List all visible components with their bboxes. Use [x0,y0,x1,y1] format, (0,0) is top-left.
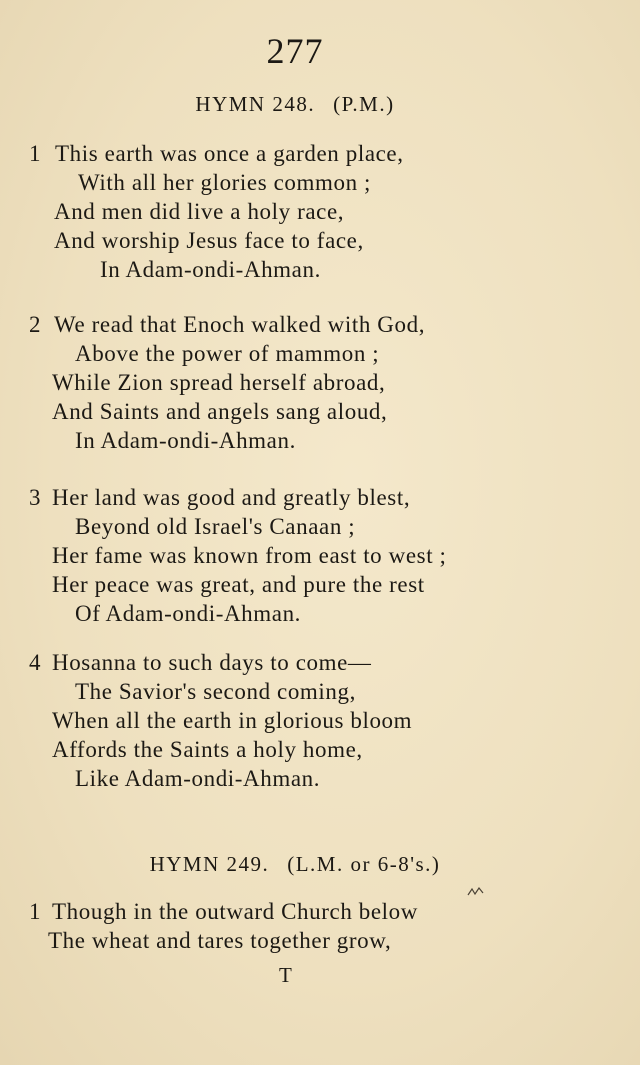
verse-line: Like Adam-ondi-Ahman. [75,766,321,791]
verse-line: While Zion spread herself abroad, [52,370,386,395]
verse-number: 2 [29,312,41,337]
verse-line: Affords the Saints a holy home, [52,737,363,762]
hymn-248-heading [0,92,590,117]
signature-mark: T [279,963,292,987]
page-number: 277 [266,31,324,71]
hymn-248-meter: (P.M.) [333,92,395,116]
ink-mark [466,885,486,902]
verse-line: In Adam-ondi-Ahman. [75,428,296,453]
hymn-249-title: HYMN 249. [149,852,270,876]
verse-line: The wheat and tares together grow, [48,928,392,953]
verse-line: This earth was once a garden place, [55,141,404,166]
verse-line: The Savior's second coming, [75,679,356,704]
verse-line: Though in the outward Church below [52,899,418,924]
verse-line: Of Adam-ondi-Ahman. [75,601,302,626]
verse-line: And worship Jesus face to face, [54,228,364,253]
hymn-249-meter: (L.M. or 6-8's.) [287,852,441,876]
verse-line: Her land was good and greatly blest, [52,485,411,510]
verse-line: Her fame was known from east to west ; [52,543,447,568]
verse-number: 3 [29,485,41,510]
verse-line: We read that Enoch walked with God, [54,312,426,337]
verse-line: Her peace was great, and pure the rest [52,572,425,597]
verse-number: 4 [29,650,41,675]
verse-number: 1 [29,899,41,924]
verse-line: When all the earth in glorious bloom [52,708,413,733]
hymn-248-title: HYMN 248. [195,92,316,116]
hymn-249-heading [0,852,590,877]
verse-number: 1 [29,141,41,166]
verse-line: And Saints and angels sang aloud, [52,399,388,424]
verse-line: Beyond old Israel's Canaan ; [75,514,356,539]
verse-line: And men did live a holy race, [54,199,345,224]
ink-scribble-icon [466,885,486,899]
verse-line: With all her glories common ; [78,170,372,195]
verse-line: In Adam-ondi-Ahman. [100,257,321,282]
verse-line: Hosanna to such days to come— [52,650,372,675]
verse-line: Above the power of mammon ; [75,341,380,366]
